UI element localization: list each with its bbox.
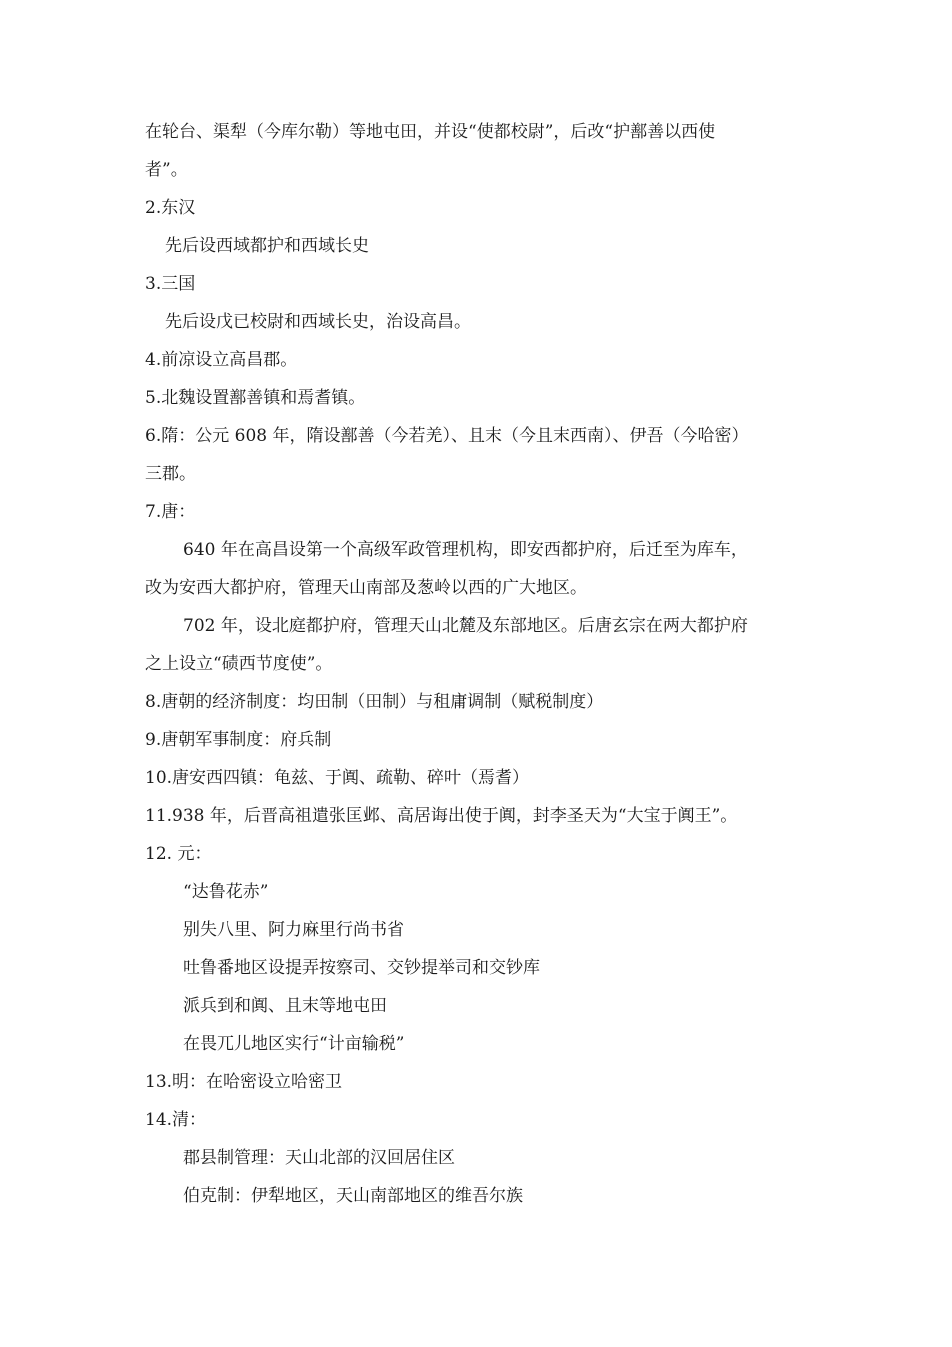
text-line: 5.北魏设置鄯善镇和焉耆镇。 — [145, 388, 366, 408]
text-line: 10.唐安西四镇：龟兹、于阗、疏勒、碎叶（焉耆） — [145, 768, 530, 788]
text-line: 11.938 年，后晋高祖遣张匡邺、高居诲出使于阗，封李圣天为“大宝于阗王”。 — [145, 806, 738, 826]
text-line: 别失八里、阿力麻里行尚书省 — [183, 920, 404, 940]
text-line: 在轮台、渠犁（今库尔勒）等地屯田，并设“使都校尉”，后改“护鄯善以西使 — [145, 122, 716, 142]
text-line: 三郡。 — [145, 464, 196, 484]
text-line: 640 年在高昌设第一个高级军政管理机构，即安西都护府，后迁至为库车， — [183, 540, 748, 560]
text-line: 8.唐朝的经济制度：均田制（田制）与租庸调制（赋税制度） — [145, 692, 604, 712]
section-heading: 3.三国 — [145, 274, 196, 294]
section-heading: 14.清： — [145, 1110, 207, 1130]
text-line: 在畏兀儿地区实行“计亩输税” — [183, 1034, 405, 1054]
text-line: 先后设戊已校尉和西域长史，治设高昌。 — [165, 312, 471, 332]
text-line: 702 年，设北庭都护府，管理天山北麓及东部地区。后唐玄宗在两大都护府 — [183, 616, 748, 636]
text-line: 改为安西大都护府，管理天山南部及葱岭以西的广大地区。 — [145, 578, 587, 598]
text-line: 吐鲁番地区设提弄按察司、交钞提举司和交钞库 — [183, 958, 540, 978]
section-heading: 2.东汉 — [145, 198, 196, 218]
text-line: 者”。 — [145, 160, 188, 180]
text-line: 4.前凉设立高昌郡。 — [145, 350, 298, 370]
text-line: 之上设立“碛西节度使”。 — [145, 654, 333, 674]
text-line: 9.唐朝军事制度：府兵制 — [145, 730, 332, 750]
text-line: “达鲁花赤” — [183, 882, 269, 902]
section-heading: 12. 元： — [145, 844, 212, 864]
text-line: 先后设西域都护和西域长史 — [165, 236, 369, 256]
text-line: 伯克制：伊犁地区，天山南部地区的维吾尔族 — [183, 1186, 523, 1206]
text-line: 13.明：在哈密设立哈密卫 — [145, 1072, 343, 1092]
text-line: 派兵到和阗、且末等地屯田 — [183, 996, 387, 1016]
text-line: 郡县制管理：天山北部的汉回居住区 — [183, 1148, 455, 1168]
section-heading: 7.唐： — [145, 502, 196, 522]
text-line: 6.隋：公元 608 年，隋设鄯善（今若羌）、且末（今且末西南）、伊吾（今哈密） — [145, 426, 749, 446]
